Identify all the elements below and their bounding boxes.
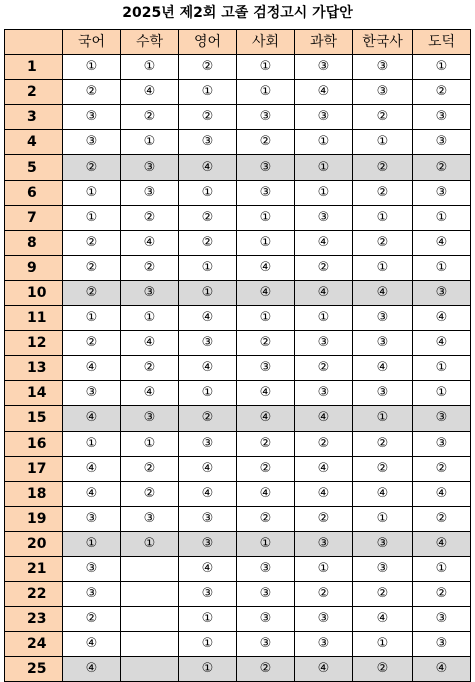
answer-cell: ③ [413, 406, 471, 431]
answer-cell: ④ [179, 155, 237, 180]
subject-header-english: 영어 [179, 30, 237, 55]
answer-cell: ② [295, 255, 353, 280]
answer-cell: ③ [353, 531, 413, 556]
answer-cell: ④ [121, 80, 179, 105]
answer-cell: ③ [353, 381, 413, 406]
answer-cell: ② [413, 506, 471, 531]
answer-cell: ② [353, 657, 413, 682]
answer-cell: ③ [121, 280, 179, 305]
answer-cell: ③ [295, 331, 353, 356]
answer-cell: ② [413, 456, 471, 481]
answer-cell: ③ [353, 55, 413, 80]
answer-cell: ② [237, 506, 295, 531]
answer-cell: ① [179, 381, 237, 406]
answer-cell: ③ [121, 406, 179, 431]
answer-cell: ② [237, 657, 295, 682]
answer-cell: ④ [179, 306, 237, 331]
table-row [5, 582, 471, 607]
answer-cell: ② [295, 506, 353, 531]
question-number: 12 [5, 331, 63, 356]
answer-cell: ② [179, 205, 237, 230]
answer-cell: ④ [63, 406, 121, 431]
answer-cell: ③ [179, 531, 237, 556]
table-row [5, 130, 471, 155]
question-number: 6 [5, 180, 63, 205]
answer-cell: ④ [63, 632, 121, 657]
answer-cell: ① [121, 306, 179, 331]
answer-cell: ② [63, 155, 121, 180]
answer-cell: ① [353, 255, 413, 280]
table-row [5, 155, 471, 180]
answer-cell: ④ [413, 331, 471, 356]
answer-cell: ④ [63, 356, 121, 381]
answer-cell: ② [353, 230, 413, 255]
table-row [5, 331, 471, 356]
question-number: 1 [5, 55, 63, 80]
answer-cell: ④ [121, 331, 179, 356]
answer-cell: ④ [179, 456, 237, 481]
table-row [5, 556, 471, 581]
answer-cell: ③ [295, 632, 353, 657]
answer-cell: ① [295, 306, 353, 331]
answer-cell: ② [179, 230, 237, 255]
answer-cell: ② [63, 280, 121, 305]
answer-cell: ③ [237, 356, 295, 381]
answer-cell [121, 556, 179, 581]
question-number: 14 [5, 381, 63, 406]
table-row [5, 657, 471, 682]
answer-cell: ③ [295, 105, 353, 130]
answer-table [4, 29, 471, 682]
answer-cell: ④ [353, 607, 413, 632]
answer-cell: ① [237, 80, 295, 105]
answer-cell: ③ [179, 582, 237, 607]
answer-cell: ③ [295, 55, 353, 80]
answer-cell: ② [121, 205, 179, 230]
answer-cell: ② [63, 80, 121, 105]
answer-cell: ④ [295, 406, 353, 431]
answer-cell: ① [353, 205, 413, 230]
answer-cell: ④ [295, 280, 353, 305]
answer-cell: ② [295, 431, 353, 456]
answer-cell: ③ [353, 556, 413, 581]
answer-cell [121, 607, 179, 632]
answer-cell: ③ [179, 431, 237, 456]
question-number: 9 [5, 255, 63, 280]
answer-cell: ③ [121, 180, 179, 205]
question-number: 3 [5, 105, 63, 130]
answer-cell: ④ [413, 531, 471, 556]
question-number: 7 [5, 205, 63, 230]
table-row [5, 306, 471, 331]
answer-cell: ② [237, 130, 295, 155]
question-number: 23 [5, 607, 63, 632]
answer-cell: ③ [63, 556, 121, 581]
answer-cell: ① [63, 306, 121, 331]
answer-cell: ③ [63, 582, 121, 607]
answer-cell: ④ [237, 280, 295, 305]
answer-cell: ③ [179, 331, 237, 356]
answer-cell: ① [353, 130, 413, 155]
question-number: 19 [5, 506, 63, 531]
question-number: 16 [5, 431, 63, 456]
answer-cell: ① [63, 431, 121, 456]
answer-cell: ③ [413, 632, 471, 657]
answer-cell: ③ [237, 556, 295, 581]
answer-cell [121, 582, 179, 607]
table-row [5, 205, 471, 230]
answer-cell: ③ [295, 607, 353, 632]
table-row [5, 632, 471, 657]
answer-cell: ③ [413, 180, 471, 205]
answer-cell: ① [237, 205, 295, 230]
answer-cell: ③ [353, 80, 413, 105]
answer-cell: ③ [413, 130, 471, 155]
answer-cell: ① [413, 255, 471, 280]
answer-cell: ③ [237, 607, 295, 632]
answer-cell: ① [179, 80, 237, 105]
answer-cell: ④ [353, 356, 413, 381]
answer-cell: ④ [179, 556, 237, 581]
answer-cell: ② [179, 406, 237, 431]
table-row [5, 80, 471, 105]
question-number: 10 [5, 280, 63, 305]
answer-cell: ① [179, 657, 237, 682]
answer-cell [121, 632, 179, 657]
answer-cell: ① [179, 180, 237, 205]
answer-cell: ④ [413, 657, 471, 682]
answer-cell: ① [295, 180, 353, 205]
answer-cell: ② [353, 431, 413, 456]
answer-cell: ③ [237, 632, 295, 657]
answer-cell: ② [237, 456, 295, 481]
answer-cell: ③ [63, 105, 121, 130]
answer-cell: ④ [295, 230, 353, 255]
answer-cell: ① [63, 180, 121, 205]
answer-cell: ④ [179, 481, 237, 506]
answer-cell [121, 657, 179, 682]
question-number: 11 [5, 306, 63, 331]
subject-header-math: 수학 [121, 30, 179, 55]
answer-cell: ④ [353, 481, 413, 506]
question-number: 2 [5, 80, 63, 105]
answer-cell: ② [121, 105, 179, 130]
answer-cell: ① [179, 607, 237, 632]
subject-header-korean-history: 한국사 [353, 30, 413, 55]
answer-cell: ② [413, 155, 471, 180]
answer-cell: ④ [237, 481, 295, 506]
page-title: 2025년 제2회 고졸 검정고시 가답안 [122, 5, 353, 21]
table-row [5, 280, 471, 305]
answer-cell: ① [413, 556, 471, 581]
answer-cell: ④ [237, 255, 295, 280]
answer-cell: ④ [179, 356, 237, 381]
answer-cell: ③ [237, 582, 295, 607]
answer-cell: ③ [121, 155, 179, 180]
answer-cell: ① [121, 531, 179, 556]
answer-cell: ② [353, 105, 413, 130]
answer-cell: ① [179, 632, 237, 657]
answer-cell: ③ [413, 105, 471, 130]
answer-cell: ② [237, 331, 295, 356]
answer-cell: ② [413, 80, 471, 105]
answer-cell: ③ [353, 306, 413, 331]
answer-cell: ④ [295, 456, 353, 481]
table-row [5, 406, 471, 431]
subject-header-science: 과학 [295, 30, 353, 55]
answer-cell: ② [63, 331, 121, 356]
answer-cell: ② [121, 481, 179, 506]
answer-cell: ① [295, 556, 353, 581]
answer-cell: ④ [63, 657, 121, 682]
answer-cell: ① [295, 155, 353, 180]
answer-cell: ③ [63, 130, 121, 155]
answer-cell: ④ [63, 481, 121, 506]
answer-cell: ③ [353, 331, 413, 356]
answer-cell: ④ [121, 381, 179, 406]
table-row [5, 381, 471, 406]
answer-cell: ③ [413, 431, 471, 456]
subject-header-korean: 국어 [63, 30, 121, 55]
answer-cell: ③ [121, 506, 179, 531]
question-number: 13 [5, 356, 63, 381]
answer-cell: ① [63, 531, 121, 556]
answer-cell: ④ [413, 230, 471, 255]
answer-cell: ① [413, 205, 471, 230]
answer-cell: ① [179, 280, 237, 305]
question-number: 22 [5, 582, 63, 607]
table-row [5, 356, 471, 381]
question-number: 18 [5, 481, 63, 506]
table-row [5, 456, 471, 481]
answer-cell: ② [179, 55, 237, 80]
answer-cell: ① [63, 55, 121, 80]
answer-cell: ① [413, 55, 471, 80]
answer-cell: ② [121, 255, 179, 280]
answer-cell: ① [63, 205, 121, 230]
table-row [5, 105, 471, 130]
answer-cell: ③ [413, 280, 471, 305]
answer-cell: ④ [63, 456, 121, 481]
answer-cell: ① [237, 55, 295, 80]
answer-cell: ③ [295, 381, 353, 406]
answer-cell: ① [353, 632, 413, 657]
corner-cell [5, 30, 63, 55]
subject-header-ethics: 도덕 [413, 30, 471, 55]
answer-cell: ① [295, 130, 353, 155]
answer-cell: ② [353, 582, 413, 607]
answer-cell: ④ [413, 306, 471, 331]
answer-cell: ④ [295, 80, 353, 105]
answer-cell: ③ [237, 155, 295, 180]
answer-cell: ② [413, 582, 471, 607]
answer-cell: ② [353, 180, 413, 205]
answer-cell: ① [413, 381, 471, 406]
table-row [5, 607, 471, 632]
answer-cell: ① [353, 406, 413, 431]
table-row [5, 531, 471, 556]
answer-cell: ④ [413, 481, 471, 506]
answer-cell: ② [295, 582, 353, 607]
table-row [5, 230, 471, 255]
answer-cell: ③ [179, 506, 237, 531]
answer-cell: ④ [353, 280, 413, 305]
answer-cell: ② [63, 607, 121, 632]
table-row [5, 431, 471, 456]
answer-cell: ② [179, 105, 237, 130]
answer-cell: ① [353, 506, 413, 531]
answer-cell: ② [63, 255, 121, 280]
table-row [5, 55, 471, 80]
answer-cell: ① [179, 255, 237, 280]
answer-cell: ③ [237, 180, 295, 205]
answer-cell: ② [353, 456, 413, 481]
answer-cell: ① [121, 55, 179, 80]
header-row [5, 30, 471, 55]
question-number: 15 [5, 406, 63, 431]
answer-cell: ④ [295, 481, 353, 506]
question-number: 17 [5, 456, 63, 481]
answer-cell: ④ [295, 657, 353, 682]
answer-cell: ③ [237, 105, 295, 130]
answer-cell: ③ [63, 381, 121, 406]
answer-cell: ③ [413, 607, 471, 632]
answer-cell: ① [237, 531, 295, 556]
answer-cell: ③ [63, 506, 121, 531]
answer-cell: ① [237, 230, 295, 255]
answer-cell: ① [121, 130, 179, 155]
answer-cell: ① [121, 431, 179, 456]
answer-cell: ② [121, 356, 179, 381]
table-row [5, 180, 471, 205]
question-number: 4 [5, 130, 63, 155]
question-number: 20 [5, 531, 63, 556]
question-number: 5 [5, 155, 63, 180]
subject-header-social: 사회 [237, 30, 295, 55]
table-row [5, 481, 471, 506]
answer-cell: ② [353, 155, 413, 180]
table-row [5, 255, 471, 280]
answer-cell: ④ [121, 230, 179, 255]
question-number: 25 [5, 657, 63, 682]
table-row [5, 506, 471, 531]
question-number: 21 [5, 556, 63, 581]
answer-cell: ③ [295, 531, 353, 556]
answer-cell: ④ [237, 406, 295, 431]
answer-cell: ④ [237, 381, 295, 406]
answer-cell: ② [121, 456, 179, 481]
answer-cell: ③ [295, 205, 353, 230]
question-number: 24 [5, 632, 63, 657]
answer-cell: ② [63, 230, 121, 255]
answer-cell: ① [237, 306, 295, 331]
answer-cell: ① [413, 356, 471, 381]
question-number: 8 [5, 230, 63, 255]
answer-cell: ③ [179, 130, 237, 155]
answer-cell: ② [237, 431, 295, 456]
answer-cell: ② [295, 356, 353, 381]
